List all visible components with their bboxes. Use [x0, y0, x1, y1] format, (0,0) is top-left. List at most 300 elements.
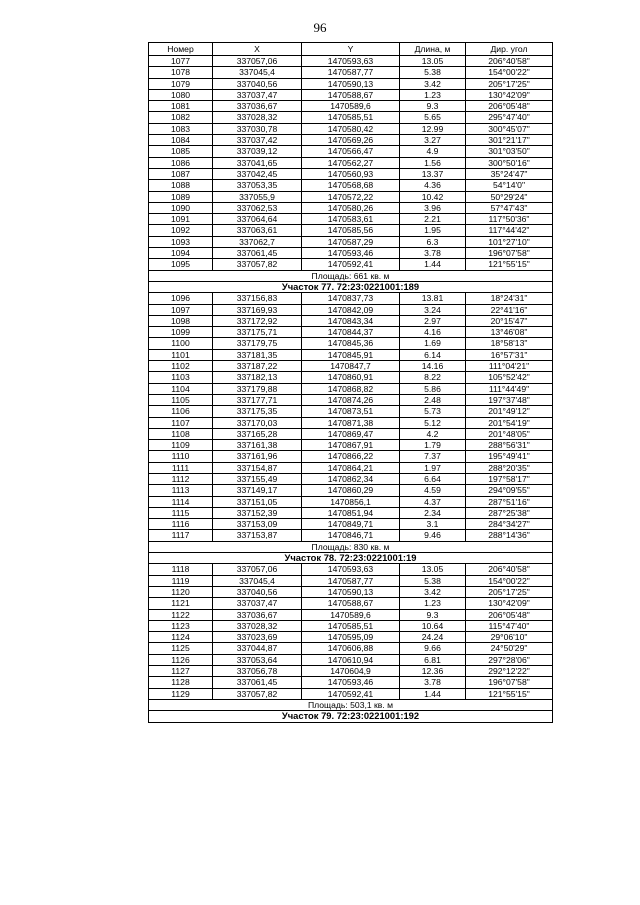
table-row — [149, 473, 553, 484]
cell-length: 5.38 — [400, 575, 466, 586]
cell-x: 337179,88 — [213, 383, 302, 394]
cell-length: 10.42 — [400, 191, 466, 202]
cell-number: 1112 — [149, 473, 213, 484]
cell-length: 3.78 — [400, 677, 466, 688]
table-row — [149, 688, 553, 699]
cell-y: 1470866,22 — [302, 451, 400, 462]
cell-length: 9.46 — [400, 530, 466, 541]
cell-y: 1470590,13 — [302, 78, 400, 89]
cell-y: 1470604,9 — [302, 666, 400, 677]
cell-number: 1088 — [149, 180, 213, 191]
table-row — [149, 180, 553, 191]
cell-length: 4.16 — [400, 327, 466, 338]
cell-x: 337063,61 — [213, 225, 302, 236]
table-row — [149, 214, 553, 225]
cell-length: 12.99 — [400, 123, 466, 134]
cell-direction-angle: 300°50'16" — [466, 157, 553, 168]
cell-x: 337153,87 — [213, 530, 302, 541]
cell-x: 337028,32 — [213, 112, 302, 123]
cell-number: 1093 — [149, 236, 213, 247]
cell-number: 1085 — [149, 146, 213, 157]
cell-x: 337028,32 — [213, 620, 302, 631]
cell-x: 337179,75 — [213, 338, 302, 349]
area-summary-row — [149, 541, 553, 552]
cell-number: 1104 — [149, 383, 213, 394]
cell-direction-angle: 121°55'15" — [466, 688, 553, 699]
cell-direction-angle: 105°52'42" — [466, 372, 553, 383]
cell-y: 1470844,37 — [302, 327, 400, 338]
cell-x: 337053,64 — [213, 654, 302, 665]
cell-x: 337177,71 — [213, 394, 302, 405]
cell-length: 10.64 — [400, 620, 466, 631]
plot-heading-row — [149, 711, 553, 722]
coordinates-table — [148, 42, 553, 723]
table-row — [149, 406, 553, 417]
table-row — [149, 485, 553, 496]
cell-y: 1470846,71 — [302, 530, 400, 541]
cell-direction-angle: 301°21'17" — [466, 135, 553, 146]
cell-y: 1470842,09 — [302, 304, 400, 315]
cell-x: 337045,4 — [213, 67, 302, 78]
cell-x: 337062,7 — [213, 236, 302, 247]
cell-direction-angle: 300°45'07" — [466, 123, 553, 134]
cell-x: 337036,67 — [213, 609, 302, 620]
cell-number: 1108 — [149, 428, 213, 439]
cell-y: 1470587,29 — [302, 236, 400, 247]
cell-y: 1470595,09 — [302, 632, 400, 643]
cell-x: 337023,69 — [213, 632, 302, 643]
cell-length: 1.44 — [400, 259, 466, 270]
cell-number: 1111 — [149, 462, 213, 473]
cell-direction-angle: 50°29'24" — [466, 191, 553, 202]
cell-y: 1470849,71 — [302, 519, 400, 530]
cell-direction-angle: 57°47'43" — [466, 202, 553, 213]
cell-y: 1470580,42 — [302, 123, 400, 134]
cell-x: 337057,06 — [213, 56, 302, 67]
table-row — [149, 609, 553, 620]
cell-direction-angle: 297°28'06" — [466, 654, 553, 665]
cell-direction-angle: 206°40'58" — [466, 56, 553, 67]
cell-number: 1128 — [149, 677, 213, 688]
cell-direction-angle: 205°17'25" — [466, 586, 553, 597]
cell-x: 337182,13 — [213, 372, 302, 383]
cell-length: 2.34 — [400, 507, 466, 518]
header-direction-angle: Дир. угол — [466, 43, 553, 56]
cell-direction-angle: 154°00'22" — [466, 67, 553, 78]
cell-number: 1102 — [149, 361, 213, 372]
plot-heading-row — [149, 281, 553, 292]
cell-y: 1470845,91 — [302, 349, 400, 360]
cell-y: 1470864,21 — [302, 462, 400, 473]
table-row — [149, 225, 553, 236]
cell-direction-angle: 16°57'31" — [466, 349, 553, 360]
table-row — [149, 586, 553, 597]
cell-direction-angle: 121°55'15" — [466, 259, 553, 270]
cell-length: 3.1 — [400, 519, 466, 530]
table-body — [149, 56, 553, 723]
cell-x: 337175,35 — [213, 406, 302, 417]
cell-x: 337042,45 — [213, 168, 302, 179]
cell-x: 337187,22 — [213, 361, 302, 372]
cell-length: 4.2 — [400, 428, 466, 439]
cell-number: 1103 — [149, 372, 213, 383]
table-row — [149, 654, 553, 665]
cell-length: 4.36 — [400, 180, 466, 191]
table-row — [149, 620, 553, 631]
cell-length: 1.69 — [400, 338, 466, 349]
table-row — [149, 462, 553, 473]
cell-number: 1122 — [149, 609, 213, 620]
header-length: Длина, м — [400, 43, 466, 56]
cell-length: 8.22 — [400, 372, 466, 383]
cell-y: 1470593,63 — [302, 564, 400, 575]
cell-x: 337061,45 — [213, 677, 302, 688]
cell-x: 337161,96 — [213, 451, 302, 462]
cell-number: 1124 — [149, 632, 213, 643]
cell-direction-angle: 288°20'35" — [466, 462, 553, 473]
cell-y: 1470874,26 — [302, 394, 400, 405]
cell-x: 337175,71 — [213, 327, 302, 338]
cell-y: 1470569,26 — [302, 135, 400, 146]
table-row — [149, 575, 553, 586]
cell-direction-angle: 111°44'49" — [466, 383, 553, 394]
cell-number: 1126 — [149, 654, 213, 665]
cell-number: 1079 — [149, 78, 213, 89]
table-row — [149, 338, 553, 349]
cell-y: 1470860,29 — [302, 485, 400, 496]
cell-direction-angle: 301°03'50" — [466, 146, 553, 157]
table-row — [149, 564, 553, 575]
cell-direction-angle: 284°34'27" — [466, 519, 553, 530]
cell-length: 12.36 — [400, 666, 466, 677]
plot-heading: Участок 78. 72:23:0221001:19 — [149, 553, 553, 564]
table-row — [149, 168, 553, 179]
cell-length: 6.81 — [400, 654, 466, 665]
cell-direction-angle: 287°25'38" — [466, 507, 553, 518]
table-row — [149, 293, 553, 304]
cell-x: 337161,38 — [213, 440, 302, 451]
cell-direction-angle: 206°05'48" — [466, 609, 553, 620]
cell-y: 1470580,26 — [302, 202, 400, 213]
cell-number: 1092 — [149, 225, 213, 236]
cell-x: 337057,06 — [213, 564, 302, 575]
cell-length: 5.12 — [400, 417, 466, 428]
table-row — [149, 191, 553, 202]
cell-y: 1470592,41 — [302, 688, 400, 699]
cell-length: 24.24 — [400, 632, 466, 643]
cell-y: 1470589,6 — [302, 609, 400, 620]
cell-number: 1099 — [149, 327, 213, 338]
table-row — [149, 530, 553, 541]
cell-y: 1470606,88 — [302, 643, 400, 654]
cell-y: 1470587,77 — [302, 575, 400, 586]
cell-y: 1470562,27 — [302, 157, 400, 168]
table-row — [149, 677, 553, 688]
cell-y: 1470869,47 — [302, 428, 400, 439]
table-row — [149, 440, 553, 451]
page-number: 96 — [313, 20, 327, 35]
cell-number: 1107 — [149, 417, 213, 428]
cell-number: 1105 — [149, 394, 213, 405]
table-row — [149, 383, 553, 394]
area-summary-row — [149, 270, 553, 281]
cell-x: 337156,83 — [213, 293, 302, 304]
cell-direction-angle: 201°54'19" — [466, 417, 553, 428]
cell-number: 1080 — [149, 89, 213, 100]
cell-number: 1100 — [149, 338, 213, 349]
table-row — [149, 394, 553, 405]
cell-y: 1470572,22 — [302, 191, 400, 202]
cell-y: 1470583,61 — [302, 214, 400, 225]
cell-length: 4.59 — [400, 485, 466, 496]
cell-x: 337181,35 — [213, 349, 302, 360]
cell-y: 1470873,51 — [302, 406, 400, 417]
cell-length: 6.14 — [400, 349, 466, 360]
cell-length: 1.44 — [400, 688, 466, 699]
table-row — [149, 361, 553, 372]
cell-x: 337170,03 — [213, 417, 302, 428]
cell-number: 1094 — [149, 248, 213, 259]
table-row — [149, 315, 553, 326]
cell-number: 1090 — [149, 202, 213, 213]
cell-length: 5.65 — [400, 112, 466, 123]
cell-number: 1081 — [149, 101, 213, 112]
cell-number: 1086 — [149, 157, 213, 168]
cell-y: 1470588,67 — [302, 89, 400, 100]
cell-y: 1470856,1 — [302, 496, 400, 507]
cell-direction-angle: 24°50'29" — [466, 643, 553, 654]
table-row — [149, 666, 553, 677]
cell-length: 1.79 — [400, 440, 466, 451]
cell-y: 1470843,34 — [302, 315, 400, 326]
cell-length: 2.97 — [400, 315, 466, 326]
area-summary: Площадь: 503,1 кв. м — [149, 699, 553, 710]
cell-direction-angle: 18°24'31" — [466, 293, 553, 304]
cell-direction-angle: 196°07'58" — [466, 248, 553, 259]
cell-y: 1470560,93 — [302, 168, 400, 179]
table-row — [149, 89, 553, 100]
cell-length: 4.9 — [400, 146, 466, 157]
cell-length: 14.16 — [400, 361, 466, 372]
table-row — [149, 78, 553, 89]
cell-y: 1470845,36 — [302, 338, 400, 349]
cell-direction-angle: 195°49'41" — [466, 451, 553, 462]
area-summary: Площадь: 661 кв. м — [149, 270, 553, 281]
table-row — [149, 519, 553, 530]
cell-length: 1.97 — [400, 462, 466, 473]
cell-direction-angle: 197°37'48" — [466, 394, 553, 405]
cell-number: 1114 — [149, 496, 213, 507]
cell-y: 1470868,82 — [302, 383, 400, 394]
header-x: X — [213, 43, 302, 56]
cell-length: 1.56 — [400, 157, 466, 168]
cell-y: 1470593,46 — [302, 677, 400, 688]
cell-number: 1084 — [149, 135, 213, 146]
cell-y: 1470588,67 — [302, 598, 400, 609]
cell-direction-angle: 115°47'40" — [466, 620, 553, 631]
cell-number: 1119 — [149, 575, 213, 586]
cell-length: 2.21 — [400, 214, 466, 225]
cell-y: 1470585,51 — [302, 112, 400, 123]
cell-direction-angle: 54°14'0" — [466, 180, 553, 191]
cell-x: 337041,65 — [213, 157, 302, 168]
cell-x: 337062,53 — [213, 202, 302, 213]
cell-direction-angle: 295°47'40" — [466, 112, 553, 123]
cell-y: 1470851,94 — [302, 507, 400, 518]
cell-number: 1117 — [149, 530, 213, 541]
cell-y: 1470568,68 — [302, 180, 400, 191]
table-row — [149, 643, 553, 654]
cell-number: 1115 — [149, 507, 213, 518]
cell-direction-angle: 294°09'55" — [466, 485, 553, 496]
table-row — [149, 372, 553, 383]
cell-number: 1098 — [149, 315, 213, 326]
cell-direction-angle: 201°48'05" — [466, 428, 553, 439]
cell-direction-angle: 206°40'58" — [466, 564, 553, 575]
table-row — [149, 112, 553, 123]
cell-y: 1470847,7 — [302, 361, 400, 372]
cell-y: 1470610,94 — [302, 654, 400, 665]
cell-y: 1470837,73 — [302, 293, 400, 304]
cell-x: 337155,49 — [213, 473, 302, 484]
cell-number: 1116 — [149, 519, 213, 530]
cell-length: 13.05 — [400, 564, 466, 575]
cell-x: 337037,47 — [213, 598, 302, 609]
table-row — [149, 428, 553, 439]
cell-length: 1.23 — [400, 598, 466, 609]
cell-length: 5.73 — [400, 406, 466, 417]
cell-length: 6.64 — [400, 473, 466, 484]
cell-x: 337037,42 — [213, 135, 302, 146]
cell-number: 1095 — [149, 259, 213, 270]
cell-number: 1097 — [149, 304, 213, 315]
cell-length: 3.78 — [400, 248, 466, 259]
cell-x: 337169,93 — [213, 304, 302, 315]
table-row — [149, 598, 553, 609]
cell-direction-angle: 18°58'13" — [466, 338, 553, 349]
cell-x: 337037,47 — [213, 89, 302, 100]
cell-length: 1.95 — [400, 225, 466, 236]
cell-direction-angle: 205°17'25" — [466, 78, 553, 89]
table-row — [149, 496, 553, 507]
cell-direction-angle: 287°51'16" — [466, 496, 553, 507]
cell-x: 337053,35 — [213, 180, 302, 191]
cell-length: 2.48 — [400, 394, 466, 405]
cell-direction-angle: 288°14'36" — [466, 530, 553, 541]
cell-number: 1089 — [149, 191, 213, 202]
table-row — [149, 248, 553, 259]
plot-heading-row — [149, 553, 553, 564]
table-row — [149, 349, 553, 360]
cell-x: 337064,64 — [213, 214, 302, 225]
cell-x: 337057,82 — [213, 688, 302, 699]
cell-x: 337153,09 — [213, 519, 302, 530]
table-row — [149, 327, 553, 338]
cell-length: 6.3 — [400, 236, 466, 247]
cell-direction-angle: 22°41'16" — [466, 304, 553, 315]
cell-number: 1110 — [149, 451, 213, 462]
cell-y: 1470593,63 — [302, 56, 400, 67]
cell-x: 337056,78 — [213, 666, 302, 677]
header-y: Y — [302, 43, 400, 56]
cell-length: 13.05 — [400, 56, 466, 67]
cell-direction-angle: 292°12'22" — [466, 666, 553, 677]
cell-number: 1109 — [149, 440, 213, 451]
cell-x: 337055,9 — [213, 191, 302, 202]
cell-length: 5.38 — [400, 67, 466, 78]
cell-length: 3.27 — [400, 135, 466, 146]
cell-direction-angle: 154°00'22" — [466, 575, 553, 586]
cell-x: 337040,56 — [213, 78, 302, 89]
cell-number: 1118 — [149, 564, 213, 575]
cell-number: 1087 — [149, 168, 213, 179]
cell-length: 5.86 — [400, 383, 466, 394]
cell-x: 337165,28 — [213, 428, 302, 439]
table-row — [149, 417, 553, 428]
table-row — [149, 123, 553, 134]
table-row — [149, 157, 553, 168]
cell-y: 1470592,41 — [302, 259, 400, 270]
cell-y: 1470867,91 — [302, 440, 400, 451]
cell-y: 1470566,47 — [302, 146, 400, 157]
cell-number: 1125 — [149, 643, 213, 654]
cell-y: 1470862,34 — [302, 473, 400, 484]
cell-x: 337040,56 — [213, 586, 302, 597]
cell-length: 9.66 — [400, 643, 466, 654]
cell-length: 3.42 — [400, 78, 466, 89]
area-summary: Площадь: 830 кв. м — [149, 541, 553, 552]
cell-x: 337151,05 — [213, 496, 302, 507]
cell-length: 9.3 — [400, 101, 466, 112]
cell-direction-angle: 206°05'48" — [466, 101, 553, 112]
cell-x: 337152,39 — [213, 507, 302, 518]
cell-y: 1470585,56 — [302, 225, 400, 236]
cell-x: 337061,45 — [213, 248, 302, 259]
cell-direction-angle: 201°49'12" — [466, 406, 553, 417]
cell-length: 1.23 — [400, 89, 466, 100]
cell-number: 1129 — [149, 688, 213, 699]
cell-direction-angle: 196°07'58" — [466, 677, 553, 688]
cell-direction-angle: 117°50'36" — [466, 214, 553, 225]
cell-number: 1106 — [149, 406, 213, 417]
cell-length: 4.37 — [400, 496, 466, 507]
table-row — [149, 202, 553, 213]
cell-x: 337039,12 — [213, 146, 302, 157]
cell-x: 337154,87 — [213, 462, 302, 473]
cell-direction-angle: 29°06'10" — [466, 632, 553, 643]
table-row — [149, 507, 553, 518]
cell-length: 3.96 — [400, 202, 466, 213]
cell-direction-angle: 130°42'09" — [466, 89, 553, 100]
cell-number: 1082 — [149, 112, 213, 123]
table-row — [149, 304, 553, 315]
cell-direction-angle: 117°44'42" — [466, 225, 553, 236]
cell-x: 337030,78 — [213, 123, 302, 134]
cell-x: 337172,92 — [213, 315, 302, 326]
cell-number: 1127 — [149, 666, 213, 677]
cell-number: 1078 — [149, 67, 213, 78]
table-header-row — [149, 43, 553, 56]
cell-direction-angle: 35°24'47" — [466, 168, 553, 179]
cell-number: 1096 — [149, 293, 213, 304]
cell-number: 1120 — [149, 586, 213, 597]
cell-length: 3.24 — [400, 304, 466, 315]
cell-direction-angle: 13°46'08" — [466, 327, 553, 338]
table-row — [149, 67, 553, 78]
cell-direction-angle: 20°15'47" — [466, 315, 553, 326]
cell-direction-angle: 288°56'31" — [466, 440, 553, 451]
plot-heading: Участок 77. 72:23:0221001:189 — [149, 281, 553, 292]
